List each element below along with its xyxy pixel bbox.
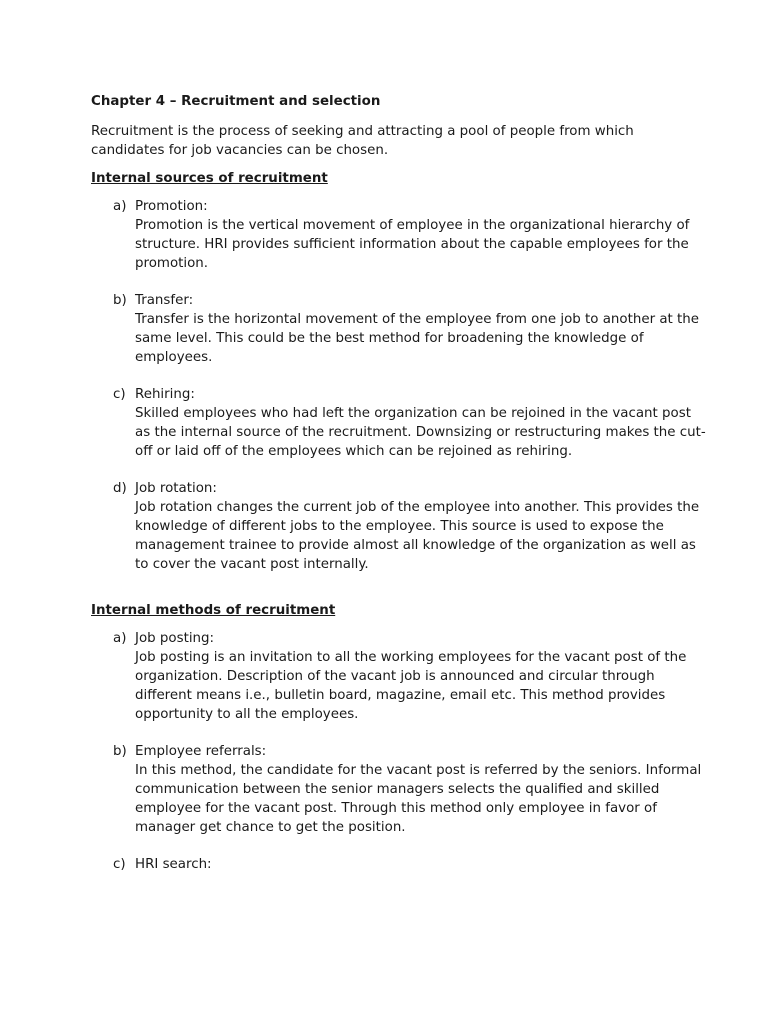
- intro-paragraph: Recruitment is the process of seeking and attracting a pool of people from which candidates for job vacancies can be chosen.: [91, 124, 634, 158]
- section-heading-internal-methods: Internal methods of recruitment: [91, 603, 336, 618]
- internal-methods-list: [91, 629, 708, 874]
- list-marker: a): [113, 199, 127, 214]
- list-marker: c): [113, 387, 126, 402]
- list-item: [91, 855, 708, 874]
- item-description: Skilled employees who had left the organization can be rejoined in the vacant post as the internal source of the recruitment. Downsizing or restructuring makes the cut-off or laid off of the employees which can be rejoined as rehiring.: [135, 406, 706, 459]
- item-title: Employee referrals:: [135, 744, 267, 759]
- item-title: Rehiring:: [135, 387, 195, 402]
- item-title: Job rotation:: [135, 481, 217, 496]
- list-item: [91, 742, 708, 837]
- list-item: [91, 479, 708, 574]
- list-item: [91, 385, 708, 461]
- section-heading-internal-sources: Internal sources of recruitment: [91, 171, 328, 186]
- list-item: [91, 629, 708, 724]
- list-item: [91, 291, 708, 367]
- item-description: In this method, the candidate for the vacant post is referred by the seniors. Informal communication between the senior managers selects the qualified and skilled employee for the vacant post. Through this method only employee in favor of manager get chance to get the position.: [135, 763, 702, 835]
- list-marker: a): [113, 631, 127, 646]
- list-marker: b): [113, 293, 127, 308]
- item-description: Job posting is an invitation to all the working employees for the vacant post of the organization. Description of the vacant job is announced and circular through different means i.e., bulletin board, magazine, email etc. This method provides opportunity to all the employees.: [135, 650, 687, 722]
- chapter-title: Chapter 4 – Recruitment and selection: [91, 94, 381, 109]
- item-description: Transfer is the horizontal movement of the employee from one job to another at the same level. This could be the best method for broadening the knowledge of employees.: [135, 312, 700, 365]
- list-item: [91, 197, 708, 273]
- item-title: HRI search:: [135, 857, 212, 872]
- item-title: Promotion:: [135, 199, 208, 214]
- list-marker: d): [113, 481, 127, 496]
- item-description: Job rotation changes the current job of the employee into another. This provides the knowledge of different jobs to the employee. This source is used to expose the management trainee to provide almost all knowledge of the organization as well as to cover the vacant post internally.: [135, 500, 700, 572]
- item-description: Promotion is the vertical movement of employee in the organizational hierarchy of structure. HRI provides sufficient information about the capable employees for the promotion.: [135, 218, 690, 271]
- item-title: Job posting:: [135, 631, 215, 646]
- internal-sources-list: [91, 197, 708, 574]
- item-title: Transfer:: [135, 293, 194, 308]
- list-marker: c): [113, 857, 126, 872]
- list-marker: b): [113, 744, 127, 759]
